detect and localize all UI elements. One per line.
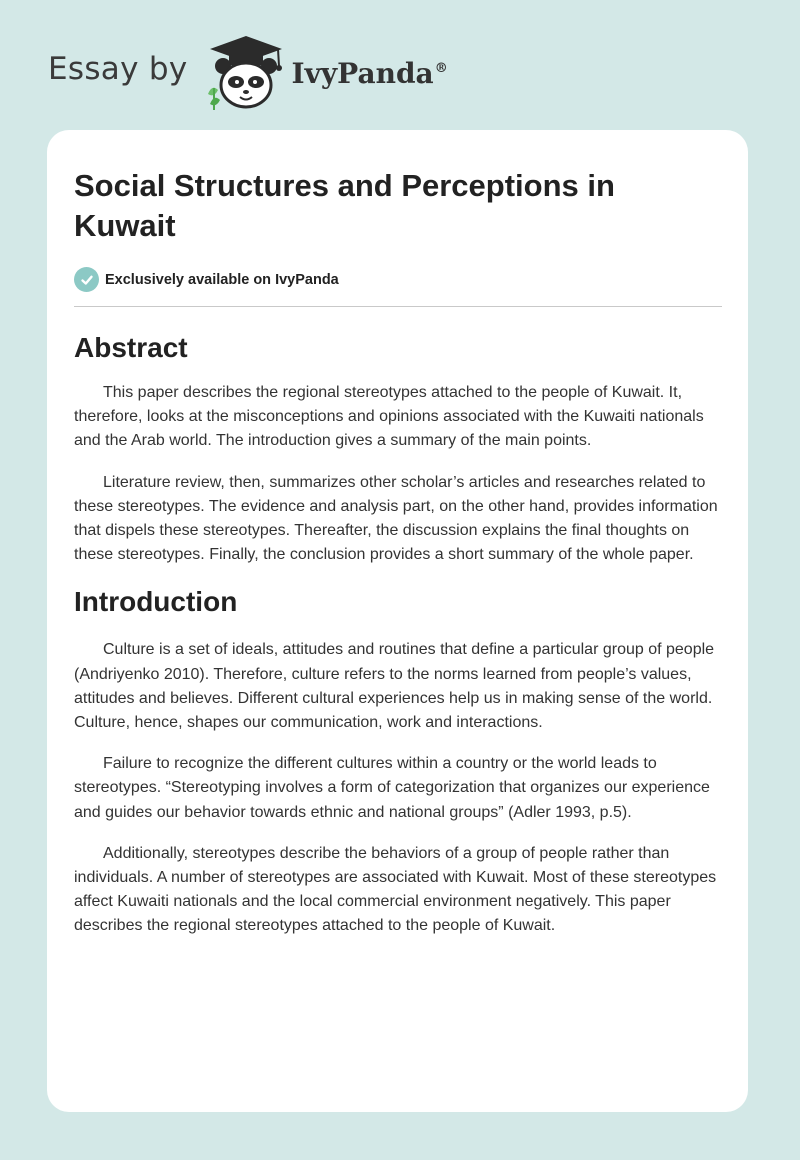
abstract-paragraph: Literature review, then, summarizes other scholar’s articles and researches related to these stereotypes. The evidence and analysis part, on the other hand, provides information that dispels these stereotypes. Thereafter, the discussion explains the final thoughts on these stereotypes. Finally, the conclusion provides a short summary of the whole paper. [74,473,718,564]
introduction-paragraph: Additionally, stereotypes describe the behaviors of a group of people rather than individuals. A number of stereotypes are associated with Kuwait. Most of these stereotypes affect Kuwaiti nationals and the local commercial environment negatively. This paper describes the regional stereotypes attached to the people of Kuwait. [74,844,717,935]
abstract-heading: Abstract [74,332,188,363]
panda-graduate-icon [202,32,290,112]
essay-by-label: Essay by [48,51,188,87]
checkmark-icon [74,267,99,292]
brand-name: IvyPanda® [291,56,448,90]
introduction-heading: Introduction [74,586,238,618]
exclusive-label: Exclusively available on IvyPanda [105,271,339,288]
divider [74,306,722,307]
introduction-paragraph: Failure to recognize the different cultures within a country or the world leads to stereotypes. “Stereotyping involves a form of categorization that organizes our experience and guides our behavior towards ethnic and national groups” (Adler 1993, p.5). [74,755,710,821]
essay-title: Social Structures and Perceptions in Kuwait [74,168,615,243]
abstract-paragraph: This paper describes the regional stereotypes attached to the people of Kuwait. It, therefore, looks at the misconceptions and opinions associated with the Kuwaiti nationals and the Arab world. The introduction gives a summary of the main points. [74,384,704,450]
introduction-paragraph: Culture is a set of ideals, attitudes and routines that define a particular group of people (Andriyenko 2010). Therefore, culture refers to the norms learned from people’s values, attitudes and believes. Different cultural experiences help us in making sense of the world. Culture, hence, shapes our communication, work and interactions. [74,641,715,732]
essay-card [47,130,748,1112]
registered-mark: ® [434,61,448,77]
site-logo[interactable] [48,32,448,112]
exclusive-badge [74,267,722,292]
